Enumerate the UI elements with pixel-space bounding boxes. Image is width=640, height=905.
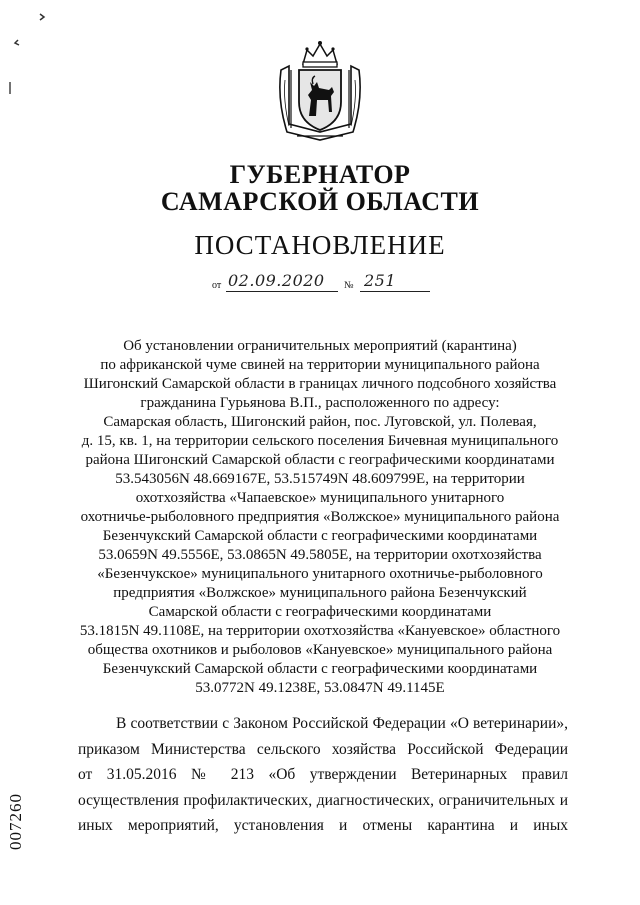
title-line: общества охотников и рыболовов «Кануевское» муниципального района [87, 642, 553, 658]
title-line: 53.543056N 48.669167E, 53.515749N 48.609799E, на территории [115, 471, 525, 487]
title-line: Об установлении ограничительных мероприятий (карантина) [123, 338, 517, 354]
title-line: д. 15, кв. 1, на территории сельского поселения Бичевная муниципального [81, 433, 559, 449]
title-line: Самарской области с географическими координатами [148, 604, 492, 620]
title-line: Безенчукский Самарской области с географическими координатами [102, 528, 538, 544]
body-line: В соответствии с Законом Российской Федерации «О ветеринарии», [116, 715, 568, 732]
header-title-line2: САМАРСКОЙ ОБЛАСТИ [160, 187, 480, 216]
registration-number: 007260 [6, 793, 25, 850]
number-prefix: № [344, 280, 354, 291]
title-line: 53.0772N 49.1238E, 53.0847N 49.1145E [195, 680, 445, 696]
body-line: от 31.05.2016 № 213 «Об утверждении Ветеринарных правил [78, 766, 568, 784]
title-line: 53.1815N 49.1108E, на территории охотхозяйства «Кануевское» областного [79, 623, 561, 639]
title-line: охотничье-рыболовного предприятия «Волжское» муниципального района [80, 509, 560, 525]
title-line: гражданина Гурьянова В.П., расположенного по адресу: [140, 395, 500, 411]
body-line: приказом Министерства сельского хозяйства Российской Федерации [78, 740, 568, 758]
body-line: осуществления профилактических, диагностических, ограничительных и [78, 791, 568, 809]
title-line: 53.0659N 49.5556E, 53.0865N 49.5805E, на территории охотхозяйства [98, 547, 542, 563]
samara-coat-of-arms-icon [277, 40, 363, 144]
title-line: «Безенчукское» муниципального унитарного охотничье-рыболовного [97, 566, 543, 582]
title-line: по африканской чуме свиней на территории муниципального района [100, 357, 540, 373]
title-line: Шигонский Самарской области в границах личного подсобного хозяйства [83, 376, 557, 392]
scan-marks [0, 0, 60, 140]
title-line: района Шигонский Самарской области с географическими координатами [85, 452, 555, 468]
body-line: иных мероприятий, установления и отмены карантина и иных [78, 817, 568, 835]
title-line: предприятия «Волжское» муниципального района Безенчукский [113, 585, 527, 601]
date-underline [226, 291, 338, 292]
title-line: охотхозяйства «Чапаевское» муниципального унитарного [135, 490, 505, 506]
number-underline [360, 291, 430, 292]
date-value: 02.09.2020 [228, 271, 325, 290]
number-value: 251 [364, 271, 397, 290]
date-prefix: от [212, 280, 222, 291]
title-line: Самарская область, Шигонский район, пос. Луговской, ул. Полевая, [103, 414, 537, 430]
body-paragraph [78, 711, 568, 839]
document-type: ПОСТАНОВЛЕНИЕ [194, 230, 446, 260]
date-number-line [212, 272, 452, 294]
document-title [70, 337, 570, 698]
header-title-line1: ГУБЕРНАТОР [229, 160, 411, 189]
title-line: Безенчукский Самарской области с географическими координатами [102, 661, 538, 677]
